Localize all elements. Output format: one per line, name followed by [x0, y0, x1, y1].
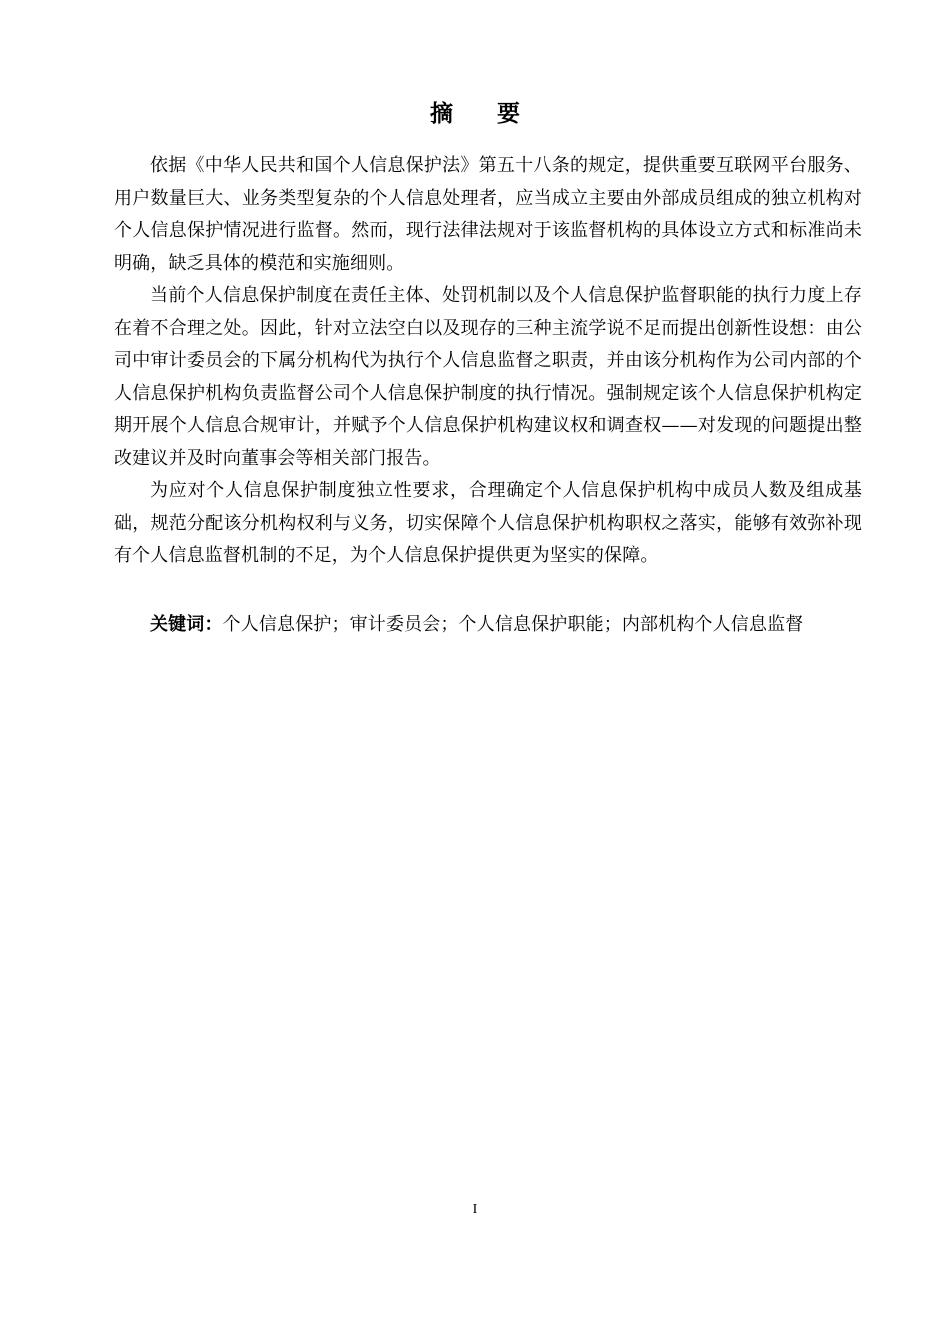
abstract-paragraph-2: 当前个人信息保护制度在责任主体、处罚机制以及个人信息保护监督职能的执行力度上存在着不合理之处。因此，针对立法空白以及现存的三种主流学说不足而提出创新性设想：由公司中审计委员会的下属分机构代为执行个人信息监督之职责，并由该分机构作为公司内部的个人信息保护机构负责监督公司个人信息保护制度的执行情况。强制规定该个人信息保护机构定期开展个人信息合规审计，并赋予个人信息保护机构建议权和调查权——对发现的问题提出整改建议并及时向董事会等相关部门报告。	[114, 285, 862, 469]
keywords-line	[114, 609, 862, 641]
keywords-label: 关键词：	[150, 614, 223, 635]
abstract-body	[114, 150, 862, 573]
abstract-paragraph-1: 依据《中华人民共和国个人信息保护法》第五十八条的规定，提供重要互联网平台服务、用户数量巨大、业务类型复杂的个人信息处理者，应当成立主要由外部成员组成的独立机构对个人信息保护情况进行监督。然而，现行法律法规对于该监督机构的具体设立方式和标准尚未明确，缺乏具体的模范和实施细则。	[114, 155, 862, 274]
abstract-title: 摘 要	[429, 101, 538, 127]
keywords-text: 个人信息保护；审计委员会；个人信息保护职能；内部机构个人信息监督	[222, 614, 804, 635]
abstract-paragraph-3: 为应对个人信息保护制度独立性要求，合理确定个人信息保护机构中成员人数及组成基础，规范分配该分机构权利与义务，切实保障个人信息保护机构职权之落实，能够有效弥补现有个人信息监督机制的不足，为个人信息保护提供更为坚实的保障。	[114, 480, 862, 566]
page-number: I	[472, 1202, 478, 1217]
